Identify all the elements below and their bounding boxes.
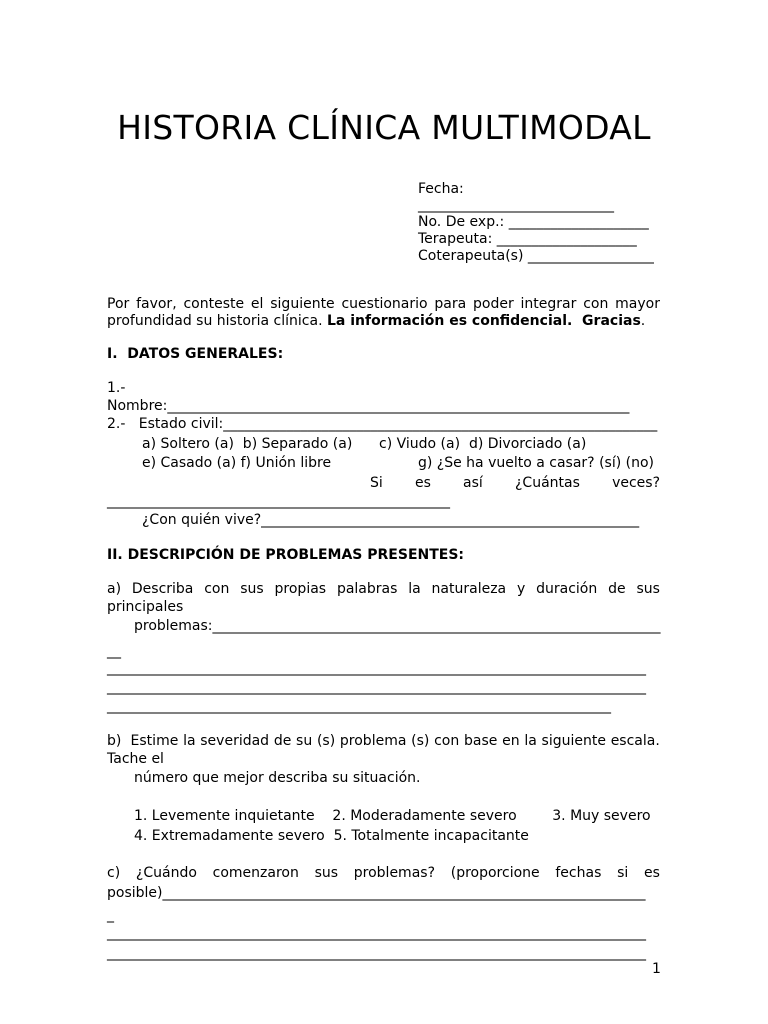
question-a-line-1: a) Describa con sus propias palabras la naturaleza y duración de sus bbox=[107, 581, 660, 597]
estado-civil-field: 2.- Estado civil:______________________________________________________________ bbox=[107, 416, 658, 432]
blank-line: ________________________________________________________________________ bbox=[107, 698, 611, 714]
item-1-number: 1.- bbox=[107, 380, 126, 396]
blank-line: _____________________________________________________________________________ bbox=[107, 660, 646, 676]
problemas-field: problemas:________________________________________________________________ bbox=[134, 618, 661, 634]
intro-line-1: Por favor, conteste el siguiente cuestionario para poder integrar con mayor bbox=[107, 296, 660, 312]
fecha-line: ____________________________ bbox=[418, 197, 614, 213]
coterapeuta-field: Coterapeuta(s) __________________ bbox=[418, 248, 654, 264]
section-2-heading: II. DESCRIPCIÓN DE PROBLEMAS PRESENTES: bbox=[107, 547, 465, 563]
severity-scale-row-2: 4. Extremadamente severo 5. Totalmente incapacitante bbox=[134, 828, 529, 844]
terapeuta-field: Terapeuta: ____________________ bbox=[418, 231, 637, 247]
question-a-line-2: principales bbox=[107, 599, 184, 615]
question-c-line-2: posible)_____________________________________________________________________ bbox=[107, 885, 646, 901]
question-b-line-2: Tache el bbox=[107, 751, 164, 767]
vuelto-a-casar-question: g) ¿Se ha vuelto a casar? (sí) (no) bbox=[418, 455, 654, 471]
question-c-overflow: _ bbox=[107, 907, 114, 923]
fecha-label: Fecha: bbox=[418, 181, 464, 197]
cuantas-veces-line: _________________________________________________ bbox=[107, 493, 450, 509]
expediente-field: No. De exp.: ____________________ bbox=[418, 214, 649, 230]
document-title: HISTORIA CLÍNICA MULTIMODAL bbox=[117, 108, 651, 147]
estado-civil-options-1: a) Soltero (a) b) Separado (a) c) Viudo (a) d) Divorciado (a) bbox=[142, 436, 587, 452]
question-b-line-3: número que mejor describa su situación. bbox=[134, 770, 421, 786]
problemas-overflow: __ bbox=[107, 643, 121, 659]
severity-scale-row-1: 1. Levemente inquietante 2. Moderadamente severo 3. Muy severo bbox=[134, 808, 651, 824]
blank-line: _____________________________________________________________________________ bbox=[107, 925, 646, 941]
intro-line-2: profundidad su historia clínica. La información es confidencial. Gracias. bbox=[107, 313, 646, 329]
question-c-line-1: c) ¿Cuándo comenzaron sus problemas? (proporcione fechas si es bbox=[107, 865, 660, 881]
blank-line: _____________________________________________________________________________ bbox=[107, 945, 646, 961]
question-b-line-1: b) Estime la severidad de su (s) problema (s) con base en la siguiente escala. bbox=[107, 733, 660, 749]
blank-line: _____________________________________________________________________________ bbox=[107, 679, 646, 695]
estado-civil-options-2: e) Casado (a) f) Unión libre bbox=[142, 455, 332, 471]
con-quien-vive-field: ¿Con quién vive?______________________________________________________ bbox=[142, 512, 640, 528]
cuantas-veces-question: Si es así ¿Cuántas veces? bbox=[370, 475, 660, 491]
confidential-notice: La información es confidencial. Gracias bbox=[326, 313, 641, 329]
page-number: 1 bbox=[652, 961, 661, 977]
section-1-heading: I. DATOS GENERALES: bbox=[107, 346, 284, 362]
nombre-field: Nombre:__________________________________________________________________ bbox=[107, 398, 630, 414]
